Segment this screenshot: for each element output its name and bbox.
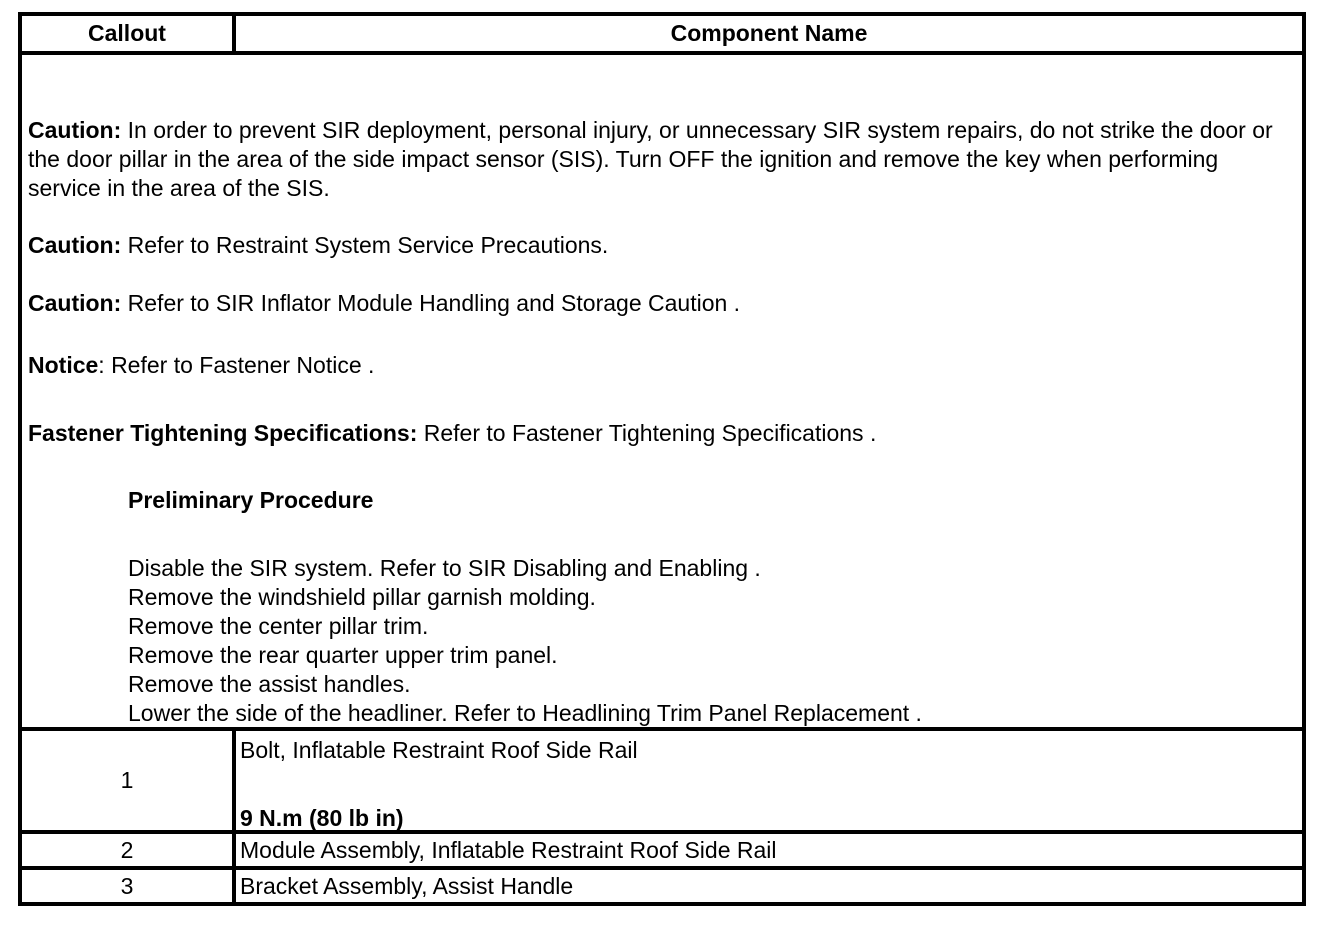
callout-column-header: Callout [20, 14, 234, 53]
caution-text: Refer to SIR Inflator Module Handling and Storage Caution . [121, 290, 741, 316]
notes-row [20, 53, 1304, 729]
caution-inflator-module [28, 289, 1296, 318]
table-row [20, 868, 1304, 904]
component-name-cell [234, 729, 1304, 832]
caution-text: In order to prevent SIR deployment, personal injury, or unnecessary SIR system repairs, do not strike the door or the door pillar in the area of the side impact sensor (SIS). Turn OFF the ignition and remove the key when performing service in the area of the SIS. [28, 117, 1273, 201]
table-row [20, 729, 1304, 832]
table-row [20, 832, 1304, 868]
preliminary-steps-list [128, 554, 1296, 728]
preliminary-step: Remove the assist handles. [128, 671, 411, 697]
notes-cell [20, 53, 1304, 729]
preliminary-step: Remove the windshield pillar garnish molding. [128, 584, 596, 610]
torque-spec: 9 N.m (80 lb in) [240, 805, 404, 831]
fastener-specs-label: Fastener Tightening Specifications: [28, 420, 418, 446]
caution-label: Caution: [28, 290, 122, 316]
caution-label: Caution: [28, 117, 122, 143]
component-name: Bolt, Inflatable Restraint Roof Side Rail [240, 737, 638, 763]
fastener-notice [28, 351, 1296, 380]
callout-number: 3 [20, 868, 234, 904]
callout-number: 1 [20, 729, 234, 832]
notice-label: Notice [28, 352, 99, 378]
caution-sir-deployment [28, 116, 1296, 203]
table-header-row [20, 14, 1304, 53]
component-table [18, 12, 1306, 906]
preliminary-step: Lower the side of the headliner. Refer to Headlining Trim Panel Replacement . [128, 700, 922, 726]
preliminary-step: Disable the SIR system. Refer to SIR Disabling and Enabling . [128, 555, 761, 581]
fastener-tightening-specs [28, 419, 1296, 448]
component-name: Module Assembly, Inflatable Restraint Roof Side Rail [234, 832, 1304, 868]
caution-restraint-precautions [28, 231, 1296, 260]
component-name: Bracket Assembly, Assist Handle [234, 868, 1304, 904]
notice-text: : Refer to Fastener Notice . [98, 352, 375, 378]
caution-label: Caution: [28, 232, 122, 258]
preliminary-step: Remove the rear quarter upper trim panel. [128, 642, 558, 668]
caution-text: Refer to Restraint System Service Precautions. [121, 232, 609, 258]
component-name-column-header: Component Name [234, 14, 1304, 53]
fastener-specs-text: Refer to Fastener Tightening Specifications . [417, 420, 877, 446]
preliminary-procedure-title: Preliminary Procedure [128, 487, 374, 513]
component-table-sheet [18, 12, 1306, 930]
callout-number: 2 [20, 832, 234, 868]
preliminary-step: Remove the center pillar trim. [128, 613, 429, 639]
